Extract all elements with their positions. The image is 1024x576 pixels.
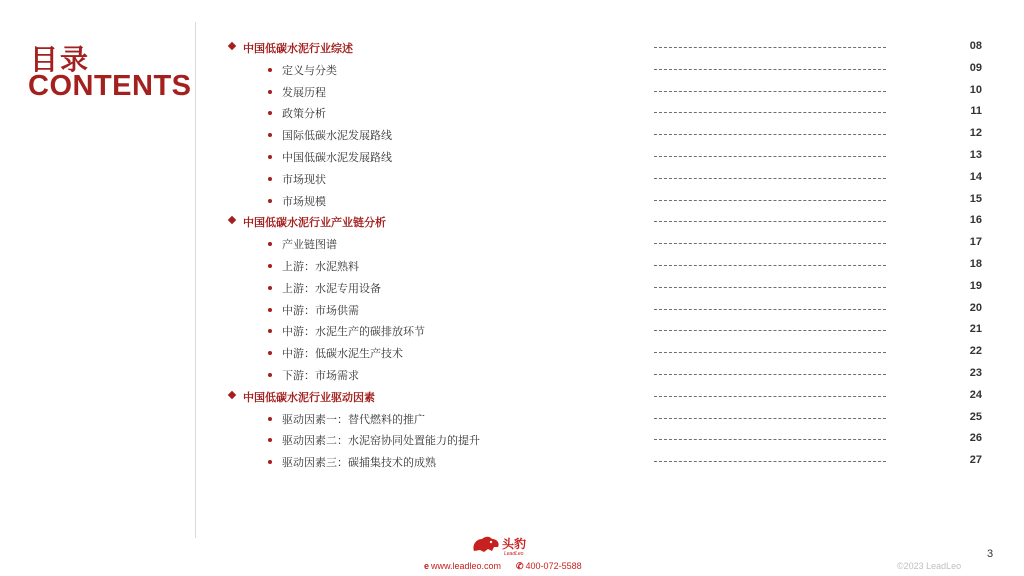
- dotted-leader: [654, 309, 886, 310]
- toc-label: 中国低碳水泥发展路线: [282, 150, 392, 164]
- dot-bullet-icon: [268, 329, 272, 333]
- phone-link[interactable]: [516, 561, 582, 572]
- toc-page-number: 24: [969, 388, 982, 401]
- toc-page-number: 14: [969, 170, 982, 183]
- toc-item[interactable]: [226, 167, 986, 189]
- dot-bullet-icon: [268, 242, 272, 246]
- dot-bullet-icon: [268, 133, 272, 137]
- toc-item[interactable]: [226, 80, 986, 102]
- toc-label: 中国低碳水泥行业驱动因素: [243, 390, 375, 404]
- toc-item[interactable]: [226, 101, 986, 123]
- toc-page-number: 12: [969, 127, 982, 140]
- toc-label: 上游：水泥熟料: [282, 259, 359, 273]
- toc-section[interactable]: [226, 385, 986, 407]
- phone-text: 400-072-5588: [525, 561, 582, 571]
- website-link[interactable]: [424, 561, 501, 571]
- toc-item[interactable]: [226, 254, 986, 276]
- toc-label: 驱动因素二：水泥窑协同处置能力的提升: [282, 434, 480, 448]
- toc-item[interactable]: [226, 407, 986, 429]
- page-number: 3: [987, 548, 994, 560]
- toc-page-number: 15: [969, 192, 982, 205]
- toc-label: 中国低碳水泥行业产业链分析: [243, 216, 386, 230]
- toc-label: 国际低碳水泥发展路线: [282, 129, 392, 143]
- toc-label: 发展历程: [282, 85, 326, 99]
- dotted-leader: [654, 330, 886, 331]
- toc-label: 驱动因素三：碳捕集技术的成熟: [282, 456, 436, 470]
- dotted-leader: [654, 352, 886, 353]
- dotted-leader: [654, 221, 886, 222]
- toc-page-number: 16: [969, 214, 982, 227]
- dot-bullet-icon: [268, 351, 272, 355]
- toc-item[interactable]: [226, 189, 986, 211]
- dot-bullet-icon: [268, 177, 272, 181]
- dotted-leader: [654, 374, 886, 375]
- toc-item[interactable]: [226, 123, 986, 145]
- toc-label: 驱动因素一：替代燃料的推广: [282, 412, 425, 426]
- dot-bullet-icon: [268, 373, 272, 377]
- divider-line: [195, 22, 196, 538]
- dotted-leader: [654, 69, 886, 70]
- toc-label: 产业链图谱: [282, 238, 337, 252]
- toc-item[interactable]: [226, 363, 986, 385]
- toc-page-number: 18: [969, 257, 982, 270]
- toc-item[interactable]: [226, 428, 986, 450]
- toc-item[interactable]: [226, 58, 986, 80]
- logo-text: 头豹: [502, 537, 527, 551]
- toc-item[interactable]: [226, 341, 986, 363]
- toc-item[interactable]: [226, 276, 986, 298]
- toc-item[interactable]: [226, 232, 986, 254]
- dotted-leader: [654, 396, 886, 397]
- copyright: ©2023 LeadLeo: [897, 561, 962, 571]
- dot-bullet-icon: [268, 111, 272, 115]
- web-icon: e: [424, 561, 430, 571]
- toc-page-number: 26: [969, 432, 982, 445]
- dot-bullet-icon: [268, 199, 272, 203]
- dot-bullet-icon: [268, 308, 272, 312]
- dot-bullet-icon: [268, 286, 272, 290]
- toc-page-number: 21: [969, 323, 982, 336]
- dotted-leader: [654, 91, 886, 92]
- toc-label: 市场现状: [282, 172, 326, 186]
- toc-page-number: 23: [969, 366, 982, 379]
- toc-label: 中游：水泥生产的碳排放环节: [282, 325, 425, 339]
- toc-label: 市场规模: [282, 194, 326, 208]
- toc-page-number: 22: [969, 345, 982, 358]
- toc-label: 定义与分类: [282, 63, 337, 77]
- toc-label: 中游：市场供需: [282, 303, 359, 317]
- toc-item[interactable]: [226, 450, 986, 472]
- toc-item[interactable]: [226, 298, 986, 320]
- dot-bullet-icon: [268, 460, 272, 464]
- toc-page-number: 19: [969, 279, 982, 292]
- toc-section[interactable]: [226, 36, 986, 58]
- toc-item[interactable]: [226, 145, 986, 167]
- toc-label: 政策分析: [282, 107, 326, 121]
- dotted-leader: [654, 439, 886, 440]
- toc-label: 中游：低碳水泥生产技术: [282, 347, 403, 361]
- toc-page-number: 25: [969, 410, 982, 423]
- dotted-leader: [654, 418, 886, 419]
- phone-icon: ✆: [516, 561, 524, 571]
- toc-page-number: 27: [969, 454, 982, 467]
- dot-bullet-icon: [268, 68, 272, 72]
- dotted-leader: [654, 156, 886, 157]
- dotted-leader: [654, 134, 886, 135]
- toc-label: 中国低碳水泥行业综述: [243, 42, 353, 55]
- dotted-leader: [654, 287, 886, 288]
- website-text: www.leadleo.com: [431, 561, 502, 571]
- toc-page-number: 11: [970, 105, 982, 118]
- dotted-leader: [654, 178, 886, 179]
- dot-bullet-icon: [268, 155, 272, 159]
- toc-item[interactable]: [226, 319, 986, 341]
- dotted-leader: [654, 47, 886, 48]
- toc-section[interactable]: [226, 210, 986, 232]
- toc-page-number: 13: [969, 148, 982, 161]
- toc-page-number: 17: [969, 236, 982, 249]
- dot-bullet-icon: [268, 264, 272, 268]
- diamond-bullet-icon: [228, 391, 236, 399]
- dotted-leader: [654, 461, 886, 462]
- dot-bullet-icon: [268, 90, 272, 94]
- dotted-leader: [654, 200, 886, 201]
- diamond-bullet-icon: [228, 216, 236, 224]
- dotted-leader: [654, 265, 886, 266]
- toc-page-number: 09: [969, 61, 982, 74]
- page-title-cn: 目录: [30, 43, 91, 76]
- dot-bullet-icon: [268, 417, 272, 421]
- toc-page-number: 08: [969, 40, 982, 52]
- dotted-leader: [654, 243, 886, 244]
- dotted-leader: [654, 112, 886, 113]
- dot-bullet-icon: [268, 438, 272, 442]
- table-of-contents: [226, 36, 986, 472]
- toc-page-number: 20: [969, 301, 982, 314]
- toc-page-number: 10: [969, 83, 982, 96]
- diamond-bullet-icon: [228, 42, 236, 50]
- toc-label: 上游：水泥专用设备: [282, 281, 381, 295]
- page-title-en: CONTENTS: [28, 70, 192, 102]
- logo-subtext: LeadLeo: [504, 551, 524, 557]
- toc-label: 下游：市场需求: [282, 368, 359, 382]
